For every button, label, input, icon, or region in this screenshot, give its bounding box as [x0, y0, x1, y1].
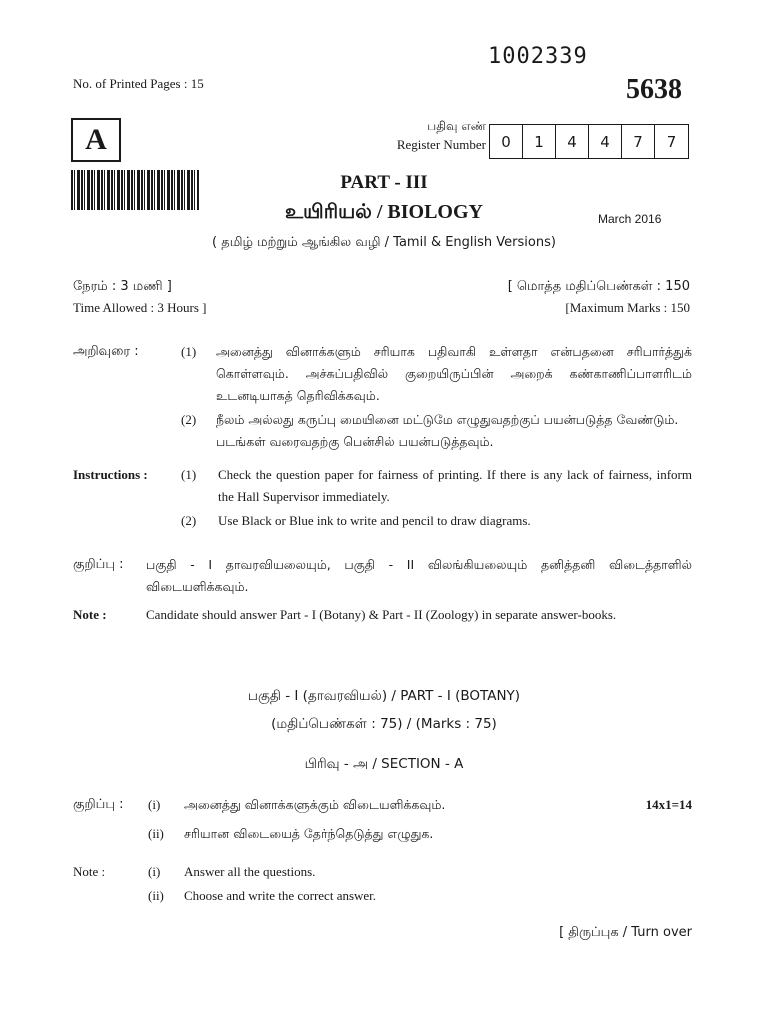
instruction-item-text: Check the question paper for fairness of printing. If there is any lack of fairness, inform the Hall Supervisor immediately.	[218, 467, 692, 504]
turn-over: [ திருப்புக / Turn over	[559, 925, 692, 940]
marks-scheme: 14x1=14	[645, 797, 692, 812]
register-digit: 7	[666, 132, 677, 151]
max-marks-tamil: [ மொத்த மதிப்பெண்கள் : 150	[507, 279, 690, 294]
section-kurippu-text: சரியான விடையைத் தேர்ந்தெடுத்து எழுதுக.	[184, 826, 434, 841]
time-english: Time Allowed : 3 Hours ]	[73, 300, 207, 315]
register-digit: 0	[490, 125, 523, 158]
instruction-item-number: (1)	[181, 467, 197, 482]
register-label-english: Register Number	[396, 137, 486, 152]
kurippu-text: பகுதி - I தாவரவியலையும், பகுதி - II விலங்கியலையும் தனித்தனி விடைத்தாளில் விடையளிக்கவும்.	[146, 557, 692, 594]
subject-title: உயிரியல் / BIOLOGY	[285, 201, 483, 223]
paper-id: 1002339	[488, 44, 588, 69]
section-note-text: Answer all the questions.	[184, 864, 316, 879]
register-label-tamil: பதிவு எண்	[427, 119, 486, 133]
exam-date: March 2016	[598, 212, 662, 226]
register-number-boxes	[489, 124, 689, 159]
note-label: Note :	[73, 607, 107, 622]
section-a-heading: பிரிவு - அ / SECTION - A	[304, 756, 464, 772]
paper-code: 5638	[626, 74, 682, 105]
register-digit: 7	[622, 125, 655, 158]
part-one-marks: (மதிப்பெண்கள் : 75) / (Marks : 75)	[271, 716, 497, 732]
instructions-label: Instructions :	[73, 467, 148, 482]
section-kurippu-number: (i)	[148, 797, 161, 812]
section-kurippu-label: குறிப்பு :	[73, 797, 124, 812]
instruction-item-number: (2)	[181, 513, 197, 528]
instruction-item-text: Use Black or Blue ink to write and pencil to draw diagrams.	[218, 513, 531, 528]
advice-item-text: அனைத்து வினாக்களும் சரியாக பதிவாகி உள்ளதா என்பதனை சரிபார்த்துக் கொள்ளவும். அச்சுப்பதிவில் குறையிருப்பின் அறைக் கண்காணிப்பாளரிடம் உடனடியாகத் தெரிவிக்கவும்.	[216, 344, 692, 403]
max-marks-english: [Maximum Marks : 150	[565, 300, 690, 315]
time-tamil: நேரம் : 3 மணி ]	[73, 279, 172, 294]
section-note-text: Choose and write the correct answer.	[184, 888, 377, 903]
section-kurippu-text: அனைத்து வினாக்களுக்கும் விடையளிக்கவும்.	[184, 797, 446, 812]
advice-item-number: (2)	[181, 412, 197, 427]
register-digit: 4	[589, 125, 622, 158]
section-note-number: (ii)	[148, 888, 164, 903]
part-title: PART - III	[340, 172, 428, 193]
note-text: Candidate should answer Part - I (Botany) & Part - II (Zoology) in separate answer-books.	[146, 607, 617, 622]
register-digit: 4	[556, 125, 589, 158]
advice-item-number: (1)	[181, 344, 197, 359]
versions-line: ( தமிழ் மற்றும் ஆங்கில வழி / Tamil & English Versions)	[212, 235, 556, 250]
advice-item-text: நீலம் அல்லது கருப்பு மையினை மட்டுமே எழுதுவதற்குப் பயன்படுத்த வேண்டும். படங்கள் வரைவதற்கு பென்சில் பயன்படுத்தவும்.	[216, 412, 679, 449]
section-kurippu-number: (ii)	[148, 826, 164, 841]
section-note-label: Note :	[73, 864, 106, 879]
printed-pages: No. of Printed Pages : 15	[73, 76, 204, 91]
kurippu-label: குறிப்பு :	[73, 557, 124, 572]
series-box: A	[71, 118, 121, 162]
advice-label: அறிவுரை :	[73, 344, 139, 359]
part-one-heading: பகுதி - I (தாவரவியல்) / PART - I (BOTANY)	[247, 688, 521, 704]
register-digit: 1	[523, 125, 556, 158]
section-note-number: (i)	[148, 864, 161, 879]
